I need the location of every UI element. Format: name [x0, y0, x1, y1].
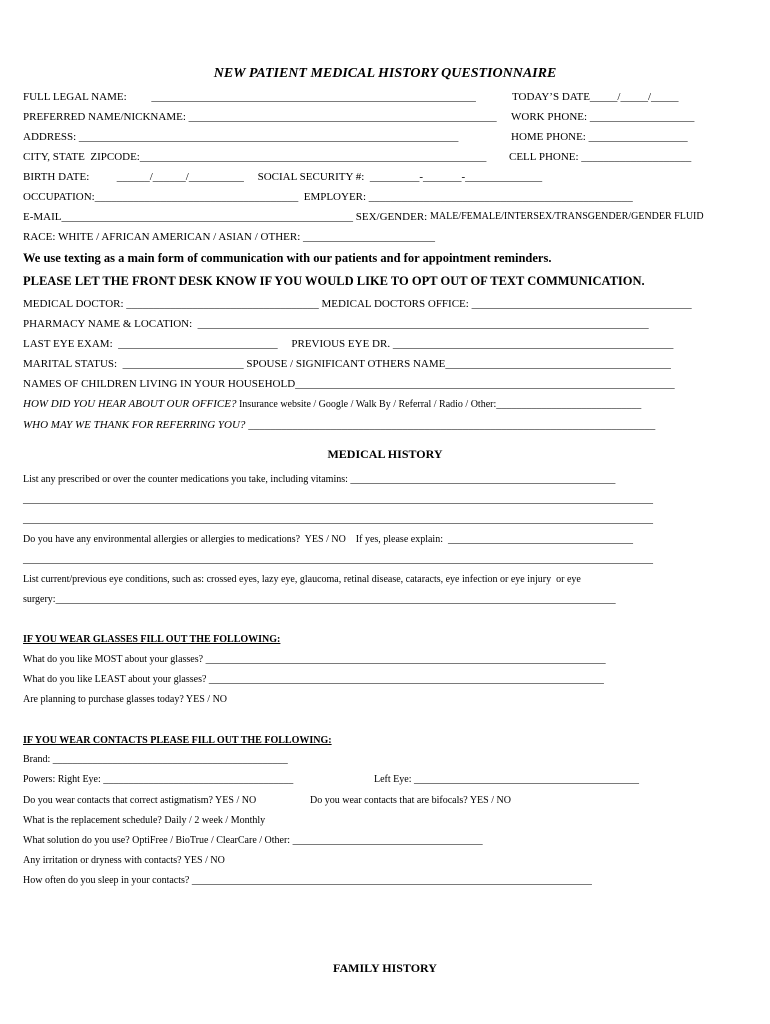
cell-phone-field[interactable]: CELL PHONE: ____________________: [509, 151, 692, 163]
preferred-name-field[interactable]: PREFERRED NAME/NICKNAME: ________________________________________________________: [23, 111, 497, 123]
glasses-least-field[interactable]: What do you like LEAST about your glasses? _______________________________________________________________________________: [23, 674, 604, 685]
todays-date-field[interactable]: TODAY’S DATE_____/_____/_____: [512, 91, 679, 103]
gender-options[interactable]: MALE/FEMALE/INTERSEX/TRANSGENDER/GENDER FLUID: [430, 211, 704, 222]
occupation-employer-field[interactable]: OCCUPATION:_____________________________________ EMPLOYER: ________________________________________________: [23, 191, 633, 203]
contacts-left-eye-field[interactable]: Left Eye: _____________________________________________: [374, 774, 639, 785]
hear-about-question: HOW DID YOU HEAR ABOUT OUR OFFICE?: [23, 398, 237, 410]
medications-blank-2[interactable]: ______________________________________________________________________________________________________________________________: [23, 514, 653, 525]
hear-about-options[interactable]: Insurance website / Google / Walk By / Referral / Radio / Other:_____________________________: [236, 399, 642, 410]
referral-question: WHO MAY WE THANK FOR REFERRING YOU?: [23, 419, 246, 431]
eye-conditions-text: List current/previous eye conditions, such as: crossed eyes, lazy eye, glaucoma, retinal disease, cataracts, eye infection or eye injury or eye: [23, 574, 581, 585]
contacts-bifocals-question[interactable]: Do you wear contacts that are bifocals? YES / NO: [310, 795, 511, 806]
glasses-heading: IF YOU WEAR GLASSES FILL OUT THE FOLLOWING:: [23, 634, 281, 645]
opt-out-notice: PLEASE LET THE FRONT DESK KNOW IF YOU WOULD LIKE TO OPT OUT OF TEXT COMMUNICATION.: [23, 274, 645, 288]
contacts-solution-field[interactable]: What solution do you use? OptiFree / BioTrue / ClearCare / Other: ______________________________________: [23, 835, 483, 846]
home-phone-field[interactable]: HOME PHONE: __________________: [511, 131, 688, 143]
pharmacy-field[interactable]: PHARMACY NAME & LOCATION: __________________________________________________________________________________: [23, 318, 649, 330]
hear-about-field[interactable]: [23, 397, 641, 412]
medical-history-heading: MEDICAL HISTORY: [327, 447, 443, 461]
contacts-right-eye-field[interactable]: Powers: Right Eye: ______________________________________: [23, 774, 294, 785]
referral-field[interactable]: [23, 418, 655, 432]
medications-blank-1[interactable]: ______________________________________________________________________________________________________________________________: [23, 494, 653, 505]
children-field[interactable]: NAMES OF CHILDREN LIVING IN YOUR HOUSEHOLD_____________________________________________________________________: [23, 378, 675, 390]
birth-date-ssn-field[interactable]: BIRTH DATE: ______/______/__________ SOCIAL SECURITY #: _________-_______-______________: [23, 171, 543, 183]
family-history-heading: FAMILY HISTORY: [333, 961, 437, 975]
texting-notice: We use texting as a main form of communication with our patients and for appointment reminders.: [23, 251, 552, 265]
address-field[interactable]: ADDRESS: _____________________________________________________________________: [23, 131, 459, 143]
glasses-purchase-question[interactable]: Are planning to purchase glasses today? YES / NO: [23, 694, 228, 705]
medical-doctor-field[interactable]: MEDICAL DOCTOR: ___________________________________ MEDICAL DOCTORS OFFICE: ________________________________________: [23, 298, 692, 310]
email-field[interactable]: E-MAIL_____________________________________________________ SEX/GENDER:: [23, 211, 430, 223]
allergies-field[interactable]: Do you have any environmental allergies or allergies to medications? YES / NO If yes, please explain: _____________________________________: [23, 534, 633, 545]
glasses-most-field[interactable]: What do you like MOST about your glasses? ________________________________________________________________________________: [23, 654, 606, 665]
eye-surgery-field[interactable]: surgery:________________________________________________________________________________________________________________: [23, 594, 616, 605]
contacts-heading: IF YOU WEAR CONTACTS PLEASE FILL OUT THE FOLLOWING:: [23, 735, 332, 746]
contacts-brand-field[interactable]: Brand: _______________________________________________: [23, 754, 288, 765]
contacts-irritation-question[interactable]: Any irritation or dryness with contacts? YES / NO: [23, 855, 225, 866]
referral-blank[interactable]: __________________________________________________________________________: [248, 419, 656, 431]
contacts-astigmatism-question[interactable]: Do you wear contacts that correct astigmatism? YES / NO: [23, 795, 257, 806]
page-title: NEW PATIENT MEDICAL HISTORY QUESTIONNAIRE: [213, 66, 557, 81]
medications-field[interactable]: List any prescribed or over the counter medications you take, including vitamins: _____________________________________________________: [23, 474, 616, 485]
allergies-blank[interactable]: ______________________________________________________________________________________________________________________________: [23, 554, 653, 565]
full-name-field[interactable]: FULL LEGAL NAME: ___________________________________________________________: [23, 91, 476, 103]
work-phone-field[interactable]: WORK PHONE: ___________________: [511, 111, 695, 123]
contacts-schedule-question[interactable]: What is the replacement schedule? Daily / 2 week / Monthly: [23, 815, 266, 826]
last-eye-exam-field[interactable]: LAST EYE EXAM: _____________________________ PREVIOUS EYE DR. ___________________________________________________: [23, 338, 674, 350]
contacts-sleep-field[interactable]: How often do you sleep in your contacts? ________________________________________________________________________________: [23, 875, 592, 886]
city-state-zip-field[interactable]: CITY, STATE ZIPCODE:_______________________________________________________________: [23, 151, 487, 163]
race-field[interactable]: RACE: WHITE / AFRICAN AMERICAN / ASIAN / OTHER: ________________________: [23, 231, 436, 243]
marital-status-field[interactable]: MARITAL STATUS: ______________________ SPOUSE / SIGNIFICANT OTHERS NAME_________________________________________: [23, 358, 671, 370]
